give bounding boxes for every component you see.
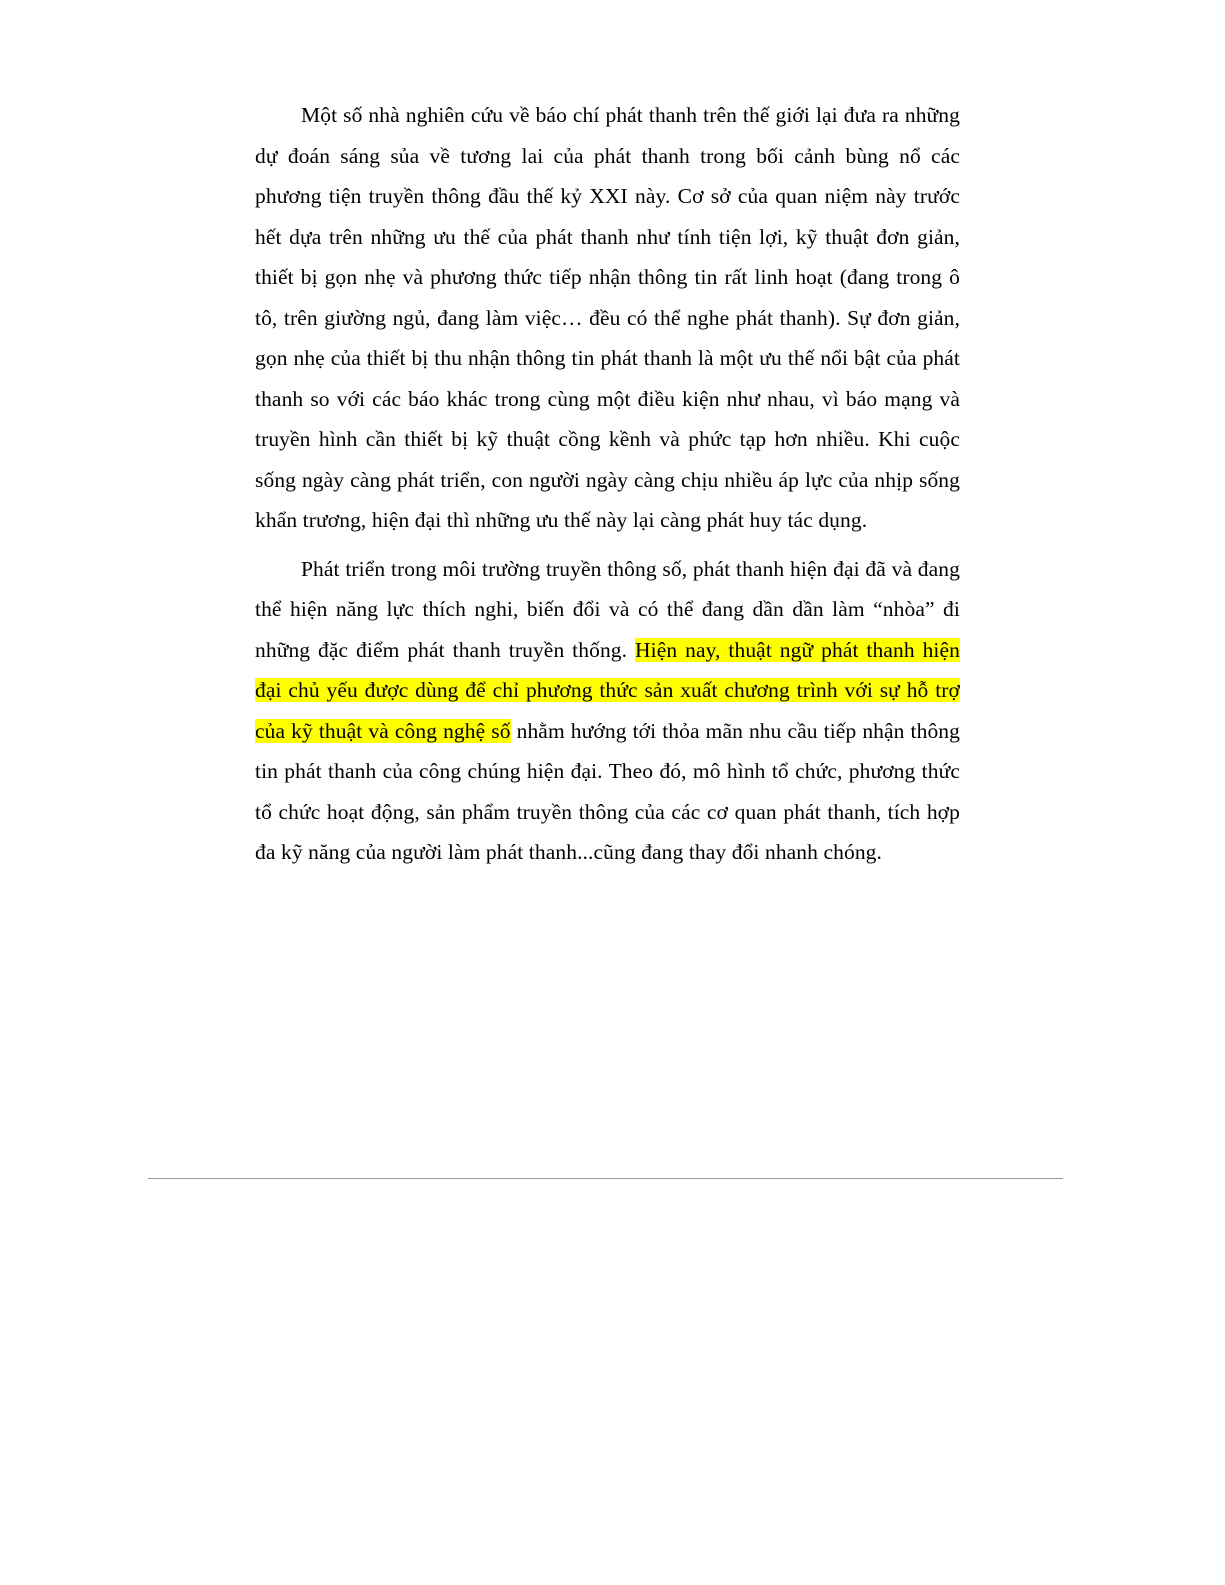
- paragraph-2-run-1: Phát triển trong môi trường truyền thông số, phát thanh hiện đại đã và đang thể hiện năng lực thích nghi, biến đổi và có thể đang dần dần làm “nhòa” đi những đặc điểm phát thanh truyền thống.: [255, 556, 960, 662]
- paragraph-1: [255, 95, 960, 541]
- footer-separator-rule: [148, 1178, 1063, 1179]
- highlighted-text: Hiện nay, thuật ngữ phát thanh hiện đại chủ yếu được dùng để chỉ phương thức sản xuất chương trình với sự hỗ trợ của kỹ thuật và công nghệ số: [255, 637, 960, 743]
- paragraph-2: [255, 549, 960, 873]
- document-body: [255, 95, 960, 873]
- paragraph-2-run-3: nhằm hướng tới thỏa mãn nhu cầu tiếp nhận thông tin phát thanh của công chúng hiện đại. Theo đó, mô hình tổ chức, phương thức tổ chức hoạt động, sản phẩm truyền thông của các cơ quan phát thanh, tích hợp đa kỹ năng của người làm phát thanh...cũng đang thay đổi nhanh chóng.: [255, 718, 960, 864]
- paragraph-1-run-1: Một số nhà nghiên cứu về báo chí phát thanh trên thế giới lại đưa ra những dự đoán sáng sủa về tương lai của phát thanh trong bối cảnh bùng nổ các phương tiện truyền thông đầu thế kỷ XXI này. Cơ sở của quan niệm này trước hết dựa trên những ưu thế của phát thanh như tính tiện lợi, kỹ thuật đơn giản, thiết bị gọn nhẹ và phương thức tiếp nhận thông tin rất linh hoạt (đang trong ô tô, trên giường ngủ, đang làm việc… đều có thể nghe phát thanh). Sự đơn giản, gọn nhẹ của thiết bị thu nhận thông tin phát thanh là một ưu thế nổi bật của phát thanh so với các báo khác trong cùng một điều kiện như nhau, vì báo mạng và truyền hình cần thiết bị kỹ thuật cồng kềnh và phức tạp hơn nhiều. Khi cuộc sống ngày càng phát triển, con người ngày càng chịu nhiều áp lực của nhịp sống khẩn trương, hiện đại thì những ưu thế này lại càng phát huy tác dụng.: [255, 103, 960, 532]
